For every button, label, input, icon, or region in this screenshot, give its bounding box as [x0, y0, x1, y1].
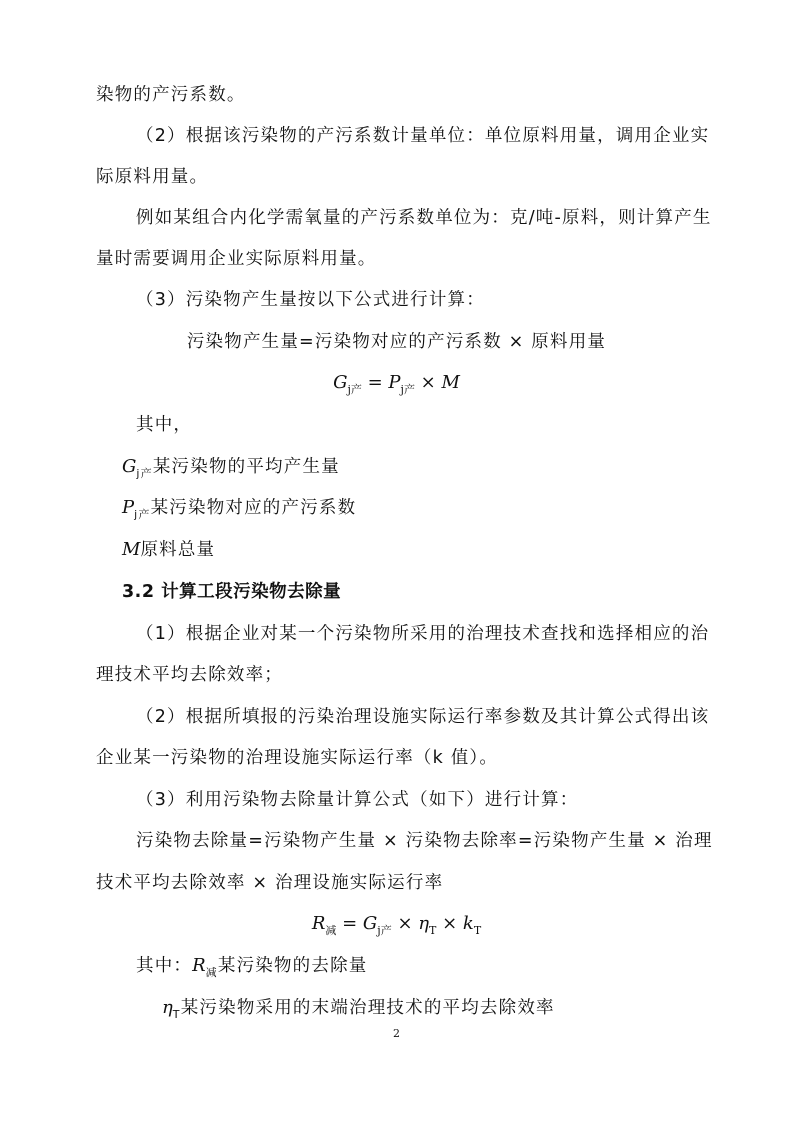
formula1-M: M	[441, 372, 460, 393]
def4-sub: 减	[205, 966, 218, 979]
definition-eta	[162, 996, 555, 1027]
definition-M	[122, 538, 215, 562]
definition-R	[136, 954, 367, 985]
removal-step1-line1: （1）根据企业对某一个污染物所采用的治理技术查找和选择相应的治	[136, 624, 710, 644]
removal-step1-line2: 理技术平均去除效率；	[96, 665, 283, 685]
formula2-text-line2: 技术平均去除效率 × 治理设施实际运行率	[96, 873, 444, 893]
formula2-G-sub: j产	[377, 924, 392, 937]
def5-text: 某污染物采用的末端治理技术的平均去除效率	[180, 998, 555, 1018]
step3-text: （3）污染物产生量按以下公式进行计算：	[136, 290, 485, 310]
formula2-k-sub: T	[473, 924, 482, 937]
formula1-P: P	[388, 372, 401, 393]
formula1-times: ×	[414, 372, 442, 393]
removal-step2-line1: （2）根据所填报的污染治理设施实际运行率参数及其计算公式得出该	[136, 707, 710, 727]
formula2-math	[0, 912, 793, 943]
formula2-times1: ×	[391, 913, 419, 934]
formula1-G: G	[333, 372, 348, 393]
def4-text: 某污染物的去除量	[217, 956, 368, 976]
def1-text: 某污染物的平均产生量	[152, 457, 340, 477]
example-line1: 例如某组合内化学需氧量的产污系数单位为：克/吨-原料，则计算产生	[136, 208, 712, 228]
def1-symbol: G	[122, 456, 137, 477]
formula2-eta-sub: T	[429, 924, 437, 937]
def2-text: 某污染物对应的产污系数	[150, 498, 357, 518]
def3-symbol: M	[122, 539, 141, 560]
def1-sub: j产	[136, 467, 153, 480]
step2-line1: （2）根据该污染物的产污系数计量单位：单位原料用量，调用企业实	[136, 126, 710, 146]
def2-symbol: P	[122, 497, 135, 518]
formula1-text: 污染物产生量=污染物对应的产污系数 × 原料用量	[186, 332, 607, 352]
example-line2: 量时需要调用企业实际原料用量。	[96, 249, 377, 269]
removal-step3: （3）利用污染物去除量计算公式（如下）进行计算：	[136, 790, 579, 810]
formula2-eta: η	[418, 913, 430, 934]
where-label-2: 其中：	[136, 956, 193, 976]
definition-G	[122, 455, 340, 486]
paragraph-tail: 染物的产污系数。	[96, 85, 246, 105]
formula2-eq: =	[336, 913, 363, 934]
def4-symbol: R	[192, 955, 206, 976]
formula1-P-sub: j产	[400, 383, 415, 396]
section-heading: 3.2 计算工段污染物去除量	[122, 582, 342, 602]
formula2-times2: ×	[436, 913, 463, 934]
step2-line2: 际原料用量。	[96, 167, 209, 187]
formula2-R-sub: 减	[325, 924, 337, 937]
formula1-G-sub: j产	[347, 383, 362, 396]
def5-symbol: η	[162, 997, 173, 1018]
def5-sub: T	[172, 1008, 181, 1021]
def2-sub: j产	[134, 508, 151, 521]
definition-P	[122, 496, 356, 527]
removal-step2-line2: 企业某一污染物的治理设施实际运行率（k 值）。	[96, 748, 499, 768]
formula1-math	[0, 371, 793, 402]
formula2-R: R	[311, 913, 326, 934]
formula1-eq: =	[361, 372, 389, 393]
formula2-text-line1: 污染物去除量=污染物产生量 × 污染物去除率=污染物产生量 × 治理	[136, 831, 713, 851]
formula2-G: G	[362, 913, 378, 934]
formula2-k: k	[462, 913, 474, 934]
def3-text: 原料总量	[140, 540, 216, 560]
page-number: 2	[393, 1027, 400, 1040]
where-label-1: 其中，	[136, 415, 193, 435]
